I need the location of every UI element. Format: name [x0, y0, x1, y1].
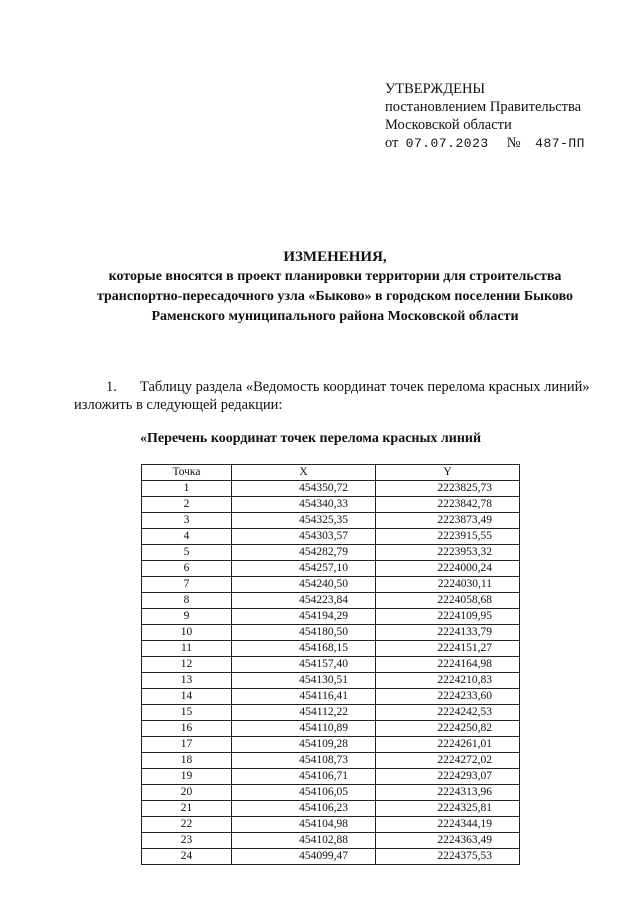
cell-point: 15 — [142, 705, 232, 721]
title-line-3: Раменского муниципального района Московской области — [151, 309, 519, 324]
table-row — [142, 737, 520, 753]
cell-y: 2224363,49 — [376, 833, 520, 849]
from-label: от — [385, 135, 399, 151]
table-row — [142, 785, 520, 801]
cell-y: 2224030,11 — [376, 577, 520, 593]
approval-date: 07.07.2023 — [405, 136, 489, 151]
cell-x: 454106,05 — [232, 785, 376, 801]
cell-point: 2 — [142, 497, 232, 513]
table-row — [142, 529, 520, 545]
cell-x: 454180,50 — [232, 625, 376, 641]
table-row — [142, 721, 520, 737]
cell-y: 2223953,32 — [376, 545, 520, 561]
cell-y: 2224242,53 — [376, 705, 520, 721]
table-row — [142, 769, 520, 785]
approval-issuer: постановлением Правительства — [385, 99, 582, 115]
cell-y: 2224233,60 — [376, 689, 520, 705]
cell-y: 2224164,98 — [376, 657, 520, 673]
cell-point: 17 — [142, 737, 232, 753]
cell-point: 4 — [142, 529, 232, 545]
cell-point: 9 — [142, 609, 232, 625]
table-row — [142, 673, 520, 689]
number-sign: № — [506, 135, 521, 151]
cell-point: 3 — [142, 513, 232, 529]
cell-x: 454325,35 — [232, 513, 376, 529]
cell-point: 23 — [142, 833, 232, 849]
table-header-row — [142, 465, 520, 481]
cell-y: 2224250,82 — [376, 721, 520, 737]
cell-point: 16 — [142, 721, 232, 737]
table-row — [142, 657, 520, 673]
cell-y: 2224133,79 — [376, 625, 520, 641]
header-point: Точка — [142, 465, 232, 481]
cell-x: 454106,23 — [232, 801, 376, 817]
cell-y: 2223842,78 — [376, 497, 520, 513]
table-title: «Перечень координат точек перелома красных линий — [140, 431, 482, 446]
header-y: Y — [376, 465, 520, 481]
cell-point: 13 — [142, 673, 232, 689]
cell-x: 454108,73 — [232, 753, 376, 769]
cell-x: 454157,40 — [232, 657, 376, 673]
cell-x: 454106,71 — [232, 769, 376, 785]
cell-point: 6 — [142, 561, 232, 577]
cell-x: 454112,22 — [232, 705, 376, 721]
cell-x: 454282,79 — [232, 545, 376, 561]
approval-number: 487-ПП — [535, 136, 585, 151]
table-row — [142, 593, 520, 609]
table-row — [142, 513, 520, 529]
cell-point: 19 — [142, 769, 232, 785]
cell-point: 22 — [142, 817, 232, 833]
cell-x: 454257,10 — [232, 561, 376, 577]
cell-y: 2223825,73 — [376, 481, 520, 497]
cell-x: 454223,84 — [232, 593, 376, 609]
table-row — [142, 577, 520, 593]
cell-x: 454104,98 — [232, 817, 376, 833]
title-heading: ИЗМЕНЕНИЯ, — [283, 249, 387, 265]
approval-stamp — [385, 80, 585, 153]
cell-y: 2224272,02 — [376, 753, 520, 769]
cell-x: 454110,89 — [232, 721, 376, 737]
cell-point: 20 — [142, 785, 232, 801]
cell-point: 7 — [142, 577, 232, 593]
table-row — [142, 833, 520, 849]
paragraph-1 — [74, 378, 614, 414]
title-line-2: транспортно-пересадочного узла «Быково» в городском поселении Быково — [96, 289, 574, 304]
paragraph-text: Таблицу раздела «Ведомость координат точек перелома красных линий» изложить в следующей редакции: — [74, 379, 590, 413]
cell-y: 2224313,96 — [376, 785, 520, 801]
cell-x: 454168,15 — [232, 641, 376, 657]
cell-x: 454116,41 — [232, 689, 376, 705]
cell-point: 14 — [142, 689, 232, 705]
table-row — [142, 625, 520, 641]
table-row — [142, 705, 520, 721]
cell-y: 2224000,24 — [376, 561, 520, 577]
table-row — [142, 801, 520, 817]
table-row — [142, 481, 520, 497]
cell-y: 2223915,55 — [376, 529, 520, 545]
cell-x: 454340,33 — [232, 497, 376, 513]
header-x: X — [232, 465, 376, 481]
cell-point: 24 — [142, 849, 232, 865]
cell-y: 2224325,81 — [376, 801, 520, 817]
table-row — [142, 609, 520, 625]
table-row — [142, 817, 520, 833]
cell-point: 11 — [142, 641, 232, 657]
cell-y: 2224109,95 — [376, 609, 520, 625]
cell-x: 454194,29 — [232, 609, 376, 625]
cell-point: 8 — [142, 593, 232, 609]
cell-point: 5 — [142, 545, 232, 561]
cell-x: 454130,51 — [232, 673, 376, 689]
table-row — [142, 689, 520, 705]
cell-point: 1 — [142, 481, 232, 497]
cell-y: 2224058,68 — [376, 593, 520, 609]
cell-point: 10 — [142, 625, 232, 641]
table-row — [142, 561, 520, 577]
approval-region: Московской области — [385, 117, 512, 133]
approval-heading: УТВЕРЖДЕНЫ — [385, 81, 486, 97]
approval-date-number — [385, 134, 585, 153]
cell-y: 2224375,53 — [376, 849, 520, 865]
cell-y: 2224293,07 — [376, 769, 520, 785]
paragraph-number: 1. — [106, 379, 117, 395]
cell-x: 454240,50 — [232, 577, 376, 593]
cell-x: 454099,47 — [232, 849, 376, 865]
table-row — [142, 849, 520, 865]
document-title — [70, 247, 600, 327]
cell-y: 2224344,19 — [376, 817, 520, 833]
cell-point: 21 — [142, 801, 232, 817]
cell-point: 18 — [142, 753, 232, 769]
table-row — [142, 497, 520, 513]
table-row — [142, 641, 520, 657]
title-line-1: которые вносятся в проект планировки территории для строительства — [108, 269, 562, 284]
cell-y: 2224261,01 — [376, 737, 520, 753]
cell-point: 12 — [142, 657, 232, 673]
coordinates-table — [141, 464, 520, 865]
table-row — [142, 753, 520, 769]
cell-y: 2224151,27 — [376, 641, 520, 657]
cell-y: 2224210,83 — [376, 673, 520, 689]
cell-x: 454303,57 — [232, 529, 376, 545]
table-row — [142, 545, 520, 561]
cell-y: 2223873,49 — [376, 513, 520, 529]
cell-x: 454350,72 — [232, 481, 376, 497]
cell-x: 454102,88 — [232, 833, 376, 849]
cell-x: 454109,28 — [232, 737, 376, 753]
